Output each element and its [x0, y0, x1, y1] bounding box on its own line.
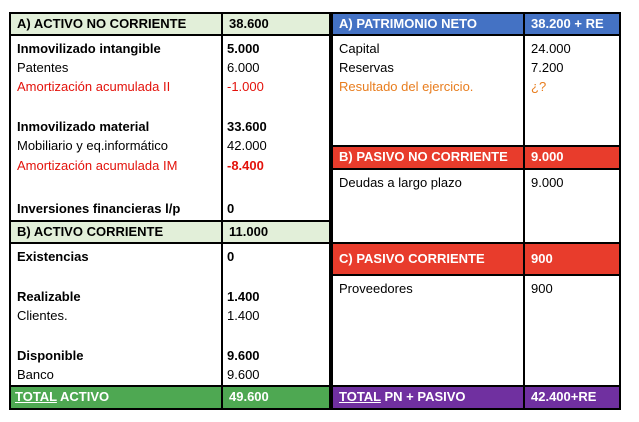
- row-value: 33.600: [227, 119, 267, 134]
- row-value: -8.400: [227, 158, 264, 173]
- total-pn-pasivo-label-rest: PN + PASIVO: [380, 389, 466, 404]
- row-label: Realizable: [17, 289, 81, 304]
- row-label: Mobiliario y eq.informático: [17, 138, 169, 153]
- row-value: ¿?: [531, 79, 547, 94]
- row-label: Clientes.: [17, 308, 68, 323]
- row-value: 42.000: [227, 138, 267, 153]
- row-label: Inmovilizado material: [17, 119, 150, 134]
- total-activo-value: 49.600: [223, 387, 329, 408]
- row-label: Inmovilizado intangible: [17, 41, 161, 56]
- pasivo-corriente-total: 900: [525, 244, 619, 274]
- row-value: 5.000: [227, 41, 260, 56]
- row-label: Disponible: [17, 348, 84, 363]
- row-value: 9.000: [531, 175, 564, 190]
- row-label: Capital: [339, 41, 380, 56]
- row-value: 7.200: [531, 60, 564, 75]
- activo-corriente-total: 11.000: [223, 222, 329, 242]
- row-label: Amortización acumulada IM: [17, 158, 178, 173]
- row-value: 0: [227, 201, 235, 216]
- divider-row-right-5: [331, 274, 619, 276]
- row-value: -1.000: [227, 79, 264, 94]
- activo-no-corriente-header: [11, 14, 221, 34]
- total-activo-label-total: TOTAL: [15, 389, 57, 404]
- row-value: 24.000: [531, 41, 571, 56]
- row-label: Patentes: [17, 60, 69, 75]
- divider-col-2: [329, 14, 333, 408]
- row-value: 9.600: [227, 348, 260, 363]
- row-label: Proveedores: [339, 281, 413, 296]
- row-label: Deudas a largo plazo: [339, 175, 462, 190]
- total-pn-pasivo-label-total: TOTAL: [339, 389, 381, 404]
- row-label: Amortización acumulada II: [17, 79, 171, 94]
- row-label: Resultado del ejercicio.: [339, 79, 474, 94]
- divider-row-1: [11, 34, 619, 36]
- activo-no-corriente-total: 38.600: [223, 14, 329, 34]
- row-value: 1.400: [227, 308, 260, 323]
- activo-no-corriente-header-label: A) ACTIVO NO CORRIENTE: [17, 16, 187, 31]
- pasivo-no-corriente-header: B) PASIVO NO CORRIENTE: [333, 147, 523, 168]
- divider-row-left-2: [11, 220, 331, 222]
- row-value: 1.400: [227, 289, 260, 304]
- pasivo-corriente-header: C) PASIVO CORRIENTE: [333, 244, 523, 274]
- pasivo-no-corriente-total: 9.000: [525, 147, 619, 168]
- activo-corriente-header: B) ACTIVO CORRIENTE: [11, 222, 221, 242]
- row-label: Banco: [17, 367, 54, 382]
- total-pn-pasivo-label: [333, 387, 523, 408]
- patrimonio-neto-total: 38.200 + RE: [525, 14, 619, 34]
- row-label: Existencias: [17, 249, 89, 264]
- row-value: 0: [227, 249, 235, 264]
- divider-row-right-4: [331, 242, 619, 244]
- divider-col-1: [221, 14, 223, 408]
- row-value: 9.600: [227, 367, 260, 382]
- divider-row-right-2: [331, 145, 619, 147]
- divider-col-3: [523, 14, 525, 408]
- divider-row-total: [11, 385, 619, 387]
- total-activo-label-rest: ACTIVO: [56, 389, 110, 404]
- divider-row-left-3: [11, 242, 331, 244]
- patrimonio-neto-header: A) PATRIMONIO NETO: [333, 14, 523, 34]
- balance-sheet-table: [9, 12, 621, 410]
- row-value: 900: [531, 281, 553, 296]
- row-label: Reservas: [339, 60, 394, 75]
- total-pn-pasivo-value: 42.400+RE: [525, 387, 619, 408]
- row-label: Inversiones financieras l/p: [17, 201, 181, 216]
- row-value: 6.000: [227, 60, 260, 75]
- total-activo-label: [11, 387, 221, 408]
- divider-row-right-3: [331, 168, 619, 170]
